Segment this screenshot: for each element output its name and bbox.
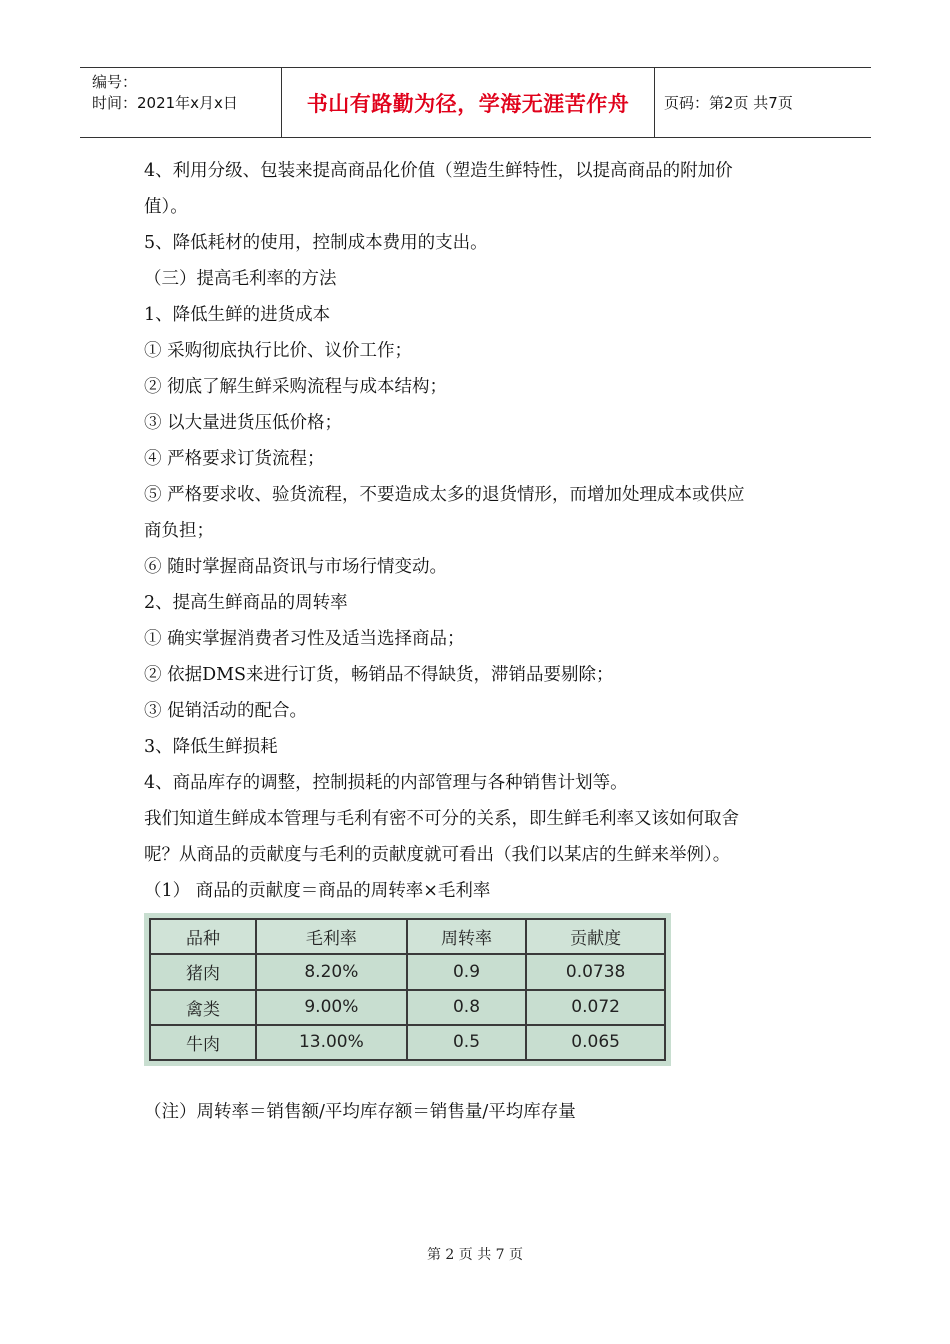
text-line: 2、提高生鲜商品的周转率	[144, 593, 348, 613]
time-label: 时间：2021年x月x日	[92, 94, 238, 112]
text-line: ⑤ 严格要求收、验货流程，不要造成太多的退货情形，而增加处理成本或供应	[144, 485, 745, 505]
column-header: 品种	[150, 919, 256, 954]
text-line: 值）。	[144, 197, 188, 217]
table-cell: 13.00%	[256, 1025, 407, 1060]
text-line: 呢？从商品的贡献度与毛利的贡献度就可看出（我们以某店的生鲜来举例）。	[144, 845, 731, 865]
text-line: 4、商品库存的调整，控制损耗的内部管理与各种销售计划等。	[144, 773, 628, 793]
text-line: 1、降低生鲜的进货成本	[144, 305, 331, 325]
text-line: 商负担；	[144, 521, 214, 541]
table-cell: 0.065	[526, 1025, 665, 1060]
table-cell: 0.072	[526, 990, 665, 1025]
table-row	[150, 990, 665, 1025]
header-motto: 书山有路勤为径，学海无涯苦作舟	[282, 68, 655, 137]
text-line: 5、降低耗材的使用，控制成本费用的支出。	[144, 233, 488, 253]
text-line: ③ 促销活动的配合。	[144, 701, 308, 721]
number-label: 编号：	[92, 73, 138, 91]
column-header: 毛利率	[256, 919, 407, 954]
text-line: ⑥ 随时掌握商品资讯与市场行情变动。	[144, 557, 448, 577]
body-text	[144, 153, 814, 909]
column-header: 周转率	[407, 919, 527, 954]
text-line: ① 确实掌握消费者习性及适当选择商品；	[144, 629, 465, 649]
table-row	[150, 1025, 665, 1060]
contribution-table	[149, 918, 666, 1061]
table-row	[150, 954, 665, 989]
text-line: ③ 以大量进货压低价格；	[144, 413, 343, 433]
text-line: 4、利用分级、包装来提高商品化价值（塑造生鲜特性，以提高商品的附加价	[144, 161, 733, 181]
page-footer: 第 2 页 共 7 页	[426, 1247, 524, 1263]
table-cell: 9.00%	[256, 990, 407, 1025]
table-cell: 0.9	[407, 954, 527, 989]
header-meta	[80, 68, 282, 137]
contribution-table-frame	[144, 913, 671, 1066]
table-cell: 8.20%	[256, 954, 407, 989]
text-line: ② 依据DMS来进行订货，畅销品不得缺货，滞销品要剔除；	[144, 665, 614, 685]
table-cell: 禽类	[150, 990, 256, 1025]
table-cell: 0.0738	[526, 954, 665, 989]
table-cell: 牛肉	[150, 1025, 256, 1060]
formula-line: （1） 商品的贡献度＝商品的周转率×毛利率	[144, 881, 491, 901]
text-line: ④ 严格要求订货流程；	[144, 449, 325, 469]
column-header: 贡献度	[526, 919, 665, 954]
text-line: 我们知道生鲜成本管理与毛利有密不可分的关系，即生鲜毛利率又该如何取舍	[144, 809, 739, 829]
table-cell: 猪肉	[150, 954, 256, 989]
table-cell: 0.5	[407, 1025, 527, 1060]
table-note: （注）周转率＝销售额/平均库存额＝销售量/平均库存量	[144, 1102, 576, 1122]
table-header-row	[150, 919, 665, 954]
text-line: ① 采购彻底执行比价、议价工作；	[144, 341, 413, 361]
header-page-label: 页码：第2页 共7页	[664, 94, 793, 112]
section-heading: （三）提高毛利率的方法	[144, 269, 337, 289]
page-header	[80, 67, 871, 138]
table-cell: 0.8	[407, 990, 527, 1025]
text-line: ② 彻底了解生鲜采购流程与成本结构；	[144, 377, 448, 397]
text-line: 3、降低生鲜损耗	[144, 737, 278, 757]
